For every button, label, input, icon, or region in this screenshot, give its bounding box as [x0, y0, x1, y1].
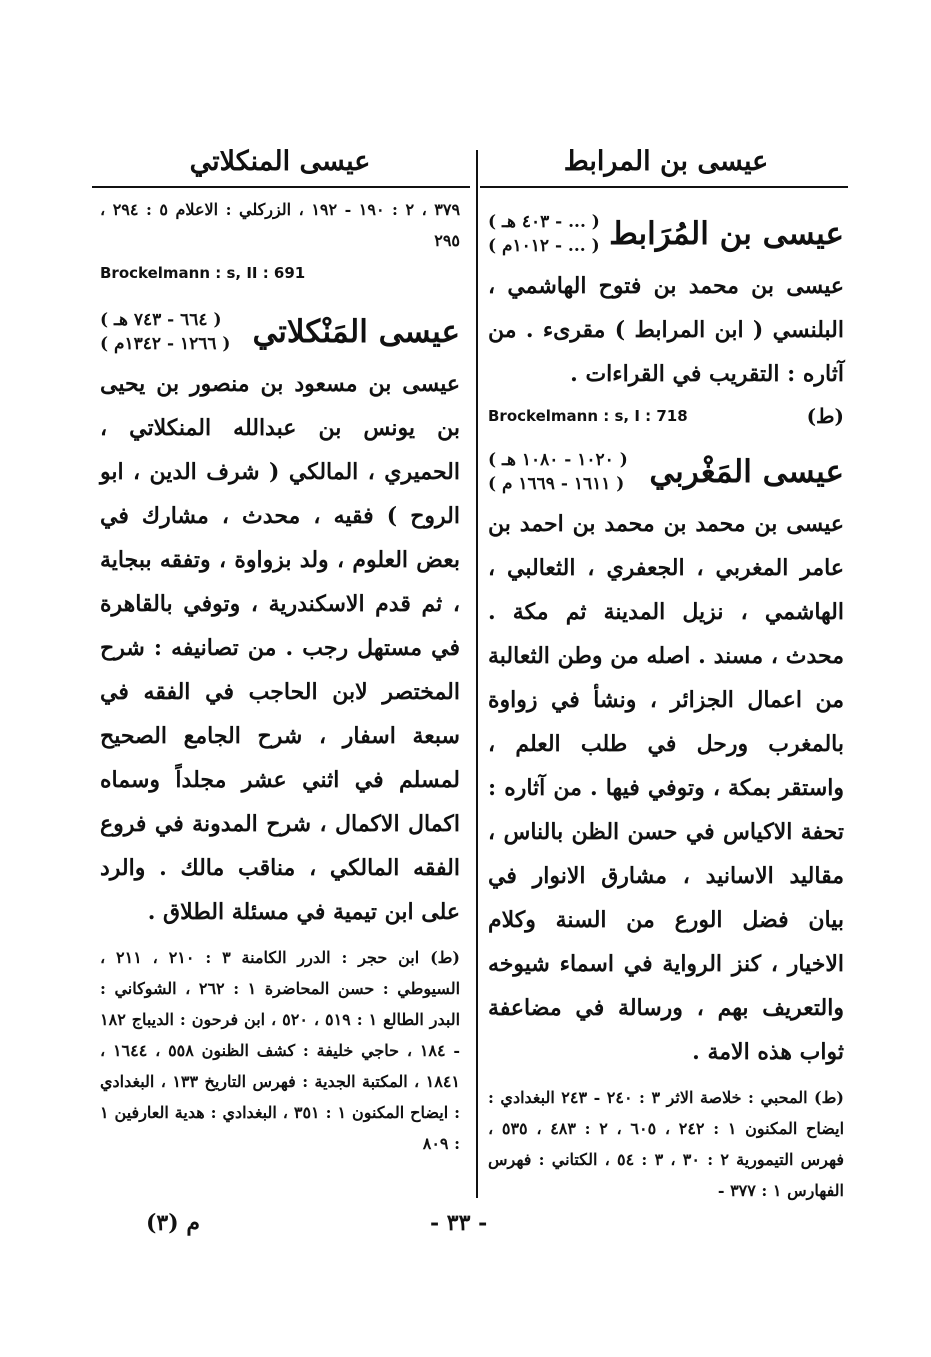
- dates-miladi: ( ١٦١١ - ١٦٦٩ م ): [488, 474, 625, 494]
- entry-ibn-al-murabit: [488, 210, 844, 428]
- entry-al-mankalati: [100, 308, 460, 1159]
- left-column: [100, 140, 460, 1159]
- entry-name: عيسى بن المُرَابط: [609, 216, 844, 252]
- left-column-header: عيسى المنكلاتي: [189, 146, 371, 177]
- entry-dates: [100, 308, 230, 356]
- brockelmann-ref: Brockelmann : s, I : 718: [488, 407, 688, 425]
- entry-dates: [488, 210, 600, 258]
- entry-references: (ط) المحبي : خلاصة الاثر ٣ : ٢٤٠ - ٢٤٣ البغدادي : ايضاح المكنون ١ : ٢٤٢ ، ٦٠٥ ، ٢ : ٤٨٣ ، ٥٣٥ ، فهرس التيمورية ٢ : ٣٠ ، ٣ : ٥٤ ، الكتاني : فهرس الفهارس ١ : ٣٧٧ -: [488, 1088, 845, 1200]
- entry-references: (ط) ابن حجر : الدرر الكامنة ٣ : ٢١٠ ، ٢١١ ، السيوطي : حسن المحاضرة ١ : ٢٦٢ ، الشوكاني : البدر الطالع ١ : ٥١٩ ، ٥٢٠ ، ابن فرحون : الديباج ١٨٢ - ١٨٤ ، حاجي خليفة : كشف الظنون ٥٥٨ ، ١٦٤٤ ، ١٨٤١ ، المكتبة الجدية : فهرس التاريخ ١٣٣ ، البغدادي : ايضاح المكنون ١ : ٣٥١ ، البغدادي : هدية العارفين ١ : ٨٠٩: [100, 948, 461, 1153]
- entry-name: عيسى المَنْكلاتي: [252, 314, 460, 350]
- brockelmann-row: [488, 404, 844, 428]
- column-divider: [476, 150, 478, 1198]
- entry-heading: [488, 210, 844, 258]
- dates-hijri: ( ... - ٤٠٣ هـ ): [488, 212, 600, 232]
- entry-al-maghribi: [488, 448, 844, 1206]
- entry-body: عيسى بن محمد بن محمد بن احمد بن عامر المغربي ، الجعفري ، الثعالبي ، الهاشمي ، نزيل المدينة ثم مكة . محدث ، مسند . اصله من وطن الثعالبة من اعمال الجزائر ، ونشأ في زواوة بالمغرب ورحل في طلب العلم ، واستقر بمكة ، وتوفي فيها . من آثاره : تحفة الاكياس في حسن الظن بالناس ، مقاليد الاسانيد ، مشارق الانوار في بيان فضل الورع من السنة وكلام الاخيار ، كنز الرواية في اسماء شيوخه والتعريف بهم ، ورسالة في مضاعفة ثواب هذه الامة .: [488, 511, 844, 1065]
- entry-heading: [100, 308, 460, 356]
- dates-miladi: ( ... - ١٠١٢م ): [488, 236, 600, 256]
- entry-sigla: (ط): [806, 404, 844, 428]
- left-header-rule: [92, 186, 470, 188]
- brockelmann-ref: Brockelmann : s, II : 691: [100, 264, 306, 282]
- continued-references: ٣٧٩ ، ٢ : ١٩٠ - ١٩٢ ، الزركلي : الاعلام ٥ : ٢٩٤ ، ٢٩٥: [100, 200, 461, 250]
- right-column: [488, 140, 844, 1206]
- entry-body: عيسى بن مسعود بن منصور بن يحيى بن يونس بن عبدالله المنكلاتي ، الحميري ، المالكي ( شرف الدين ، ابو الروح ) فقيه ، محدث ، مشارك في بعض العلوم ، ولد بزواوة ، وتفقه ببجاية ، ثم قدم الاسكندرية ، وتوفي بالقاهرة في مستهل رجب . من تصانيفه : شرح المختصر لابن الحاجب في الفقه في سبعة اسفار ، شرح الجامع الصحيح لمسلم في اثني عشر مجلداً وسماه اكمال الاكمال ، شرح المدونة في فروع الفقه المالكي ، مناقب مالك . والرد على ابن تيمية في مسئلة الطلاق .: [100, 371, 460, 925]
- signature-mark: م (٣): [146, 1210, 200, 1236]
- entry-body: عيسى بن محمد بن فتوح الهاشمي ، البلنسي ( ابن المرابط ) مقرىء . من آثاره : التقريب في القراءات .: [488, 273, 844, 387]
- page-footer: [0, 1208, 931, 1248]
- dates-hijri: ( ١٠٢٠ - ١٠٨٠ هـ ): [488, 450, 628, 470]
- page-number: - ٣٣ -: [430, 1210, 488, 1236]
- right-column-header: عيسى بن المرابط: [563, 146, 769, 177]
- entry-heading: [488, 448, 844, 496]
- entry-name: عيسى المَغْربي: [649, 454, 844, 490]
- right-header-rule: [480, 186, 848, 188]
- entry-dates: [488, 448, 628, 496]
- dates-miladi: ( ١٢٦٦ - ١٣٤٢م ): [100, 334, 231, 354]
- dates-hijri: ( ٦٦٤ - ٧٤٣ هـ ): [100, 310, 222, 330]
